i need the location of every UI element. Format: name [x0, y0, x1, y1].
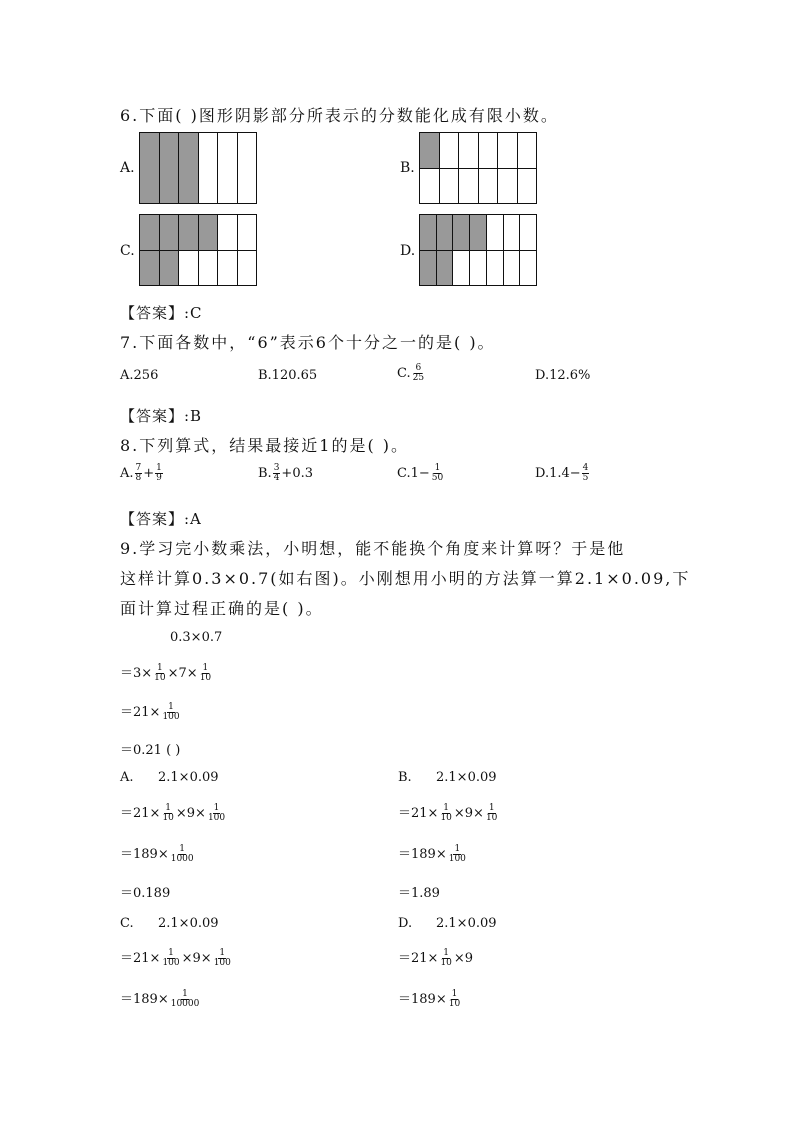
- fraction-denominator: 100: [207, 813, 226, 823]
- expression-tail: +0.3: [281, 466, 313, 481]
- q6-figure-d: [419, 214, 537, 286]
- q9-option-a-step-1: [120, 804, 227, 823]
- fraction-numerator: 4: [582, 463, 589, 473]
- fraction-numerator: 1: [165, 803, 172, 813]
- fraction-denominator: 10: [199, 673, 212, 683]
- expression-part: ×9×: [181, 951, 212, 966]
- expression-part: ×9×: [453, 806, 484, 821]
- fraction-numerator: 3: [273, 463, 280, 473]
- expression-part: ＝3×: [120, 666, 153, 681]
- q8-stem: 8.下列算式，结果最接近1的是( )。: [120, 436, 410, 455]
- fraction-numerator: 1: [157, 663, 163, 673]
- q8-option-c-label: C.1−: [397, 466, 430, 481]
- q6-option-c-label: C.: [120, 243, 135, 259]
- q8-option-d: [535, 464, 590, 483]
- q8-option-b: [258, 464, 313, 483]
- q9-option-b-step-1: [398, 804, 499, 823]
- fraction-numerator: 1: [451, 989, 458, 999]
- expression-part: ＝189×: [398, 992, 447, 1007]
- q9-example-step-2: [120, 703, 182, 722]
- q8-option-a-label: A.: [120, 466, 134, 481]
- q8-option-c: [397, 464, 445, 483]
- fraction-denominator: 9: [156, 473, 162, 483]
- q6-figure-c: [139, 214, 257, 286]
- fraction-numerator: 1: [156, 463, 162, 473]
- q9-option-d-label: D.: [398, 916, 413, 931]
- fraction-denominator: 100: [162, 712, 180, 722]
- q9-example-step-1: [120, 664, 213, 683]
- expression-part: ×9: [453, 951, 474, 966]
- q8-option-d-label: D.1.4−: [535, 466, 581, 481]
- fraction-numerator: 1: [434, 463, 441, 473]
- fraction: [273, 464, 281, 483]
- q7-option-b: B.120.65: [258, 368, 318, 383]
- fraction-denominator: 100: [213, 958, 231, 968]
- q9-example-head: 0.3×0.7: [170, 630, 223, 645]
- q9-option-c-label: C.: [120, 916, 134, 931]
- fraction-denominator: 5: [582, 473, 589, 483]
- q9-option-a-head: [120, 770, 219, 786]
- fraction: [213, 949, 232, 968]
- q6-figure-a: [139, 132, 257, 204]
- q9-option-a-step-3: ＝0.189: [120, 886, 171, 901]
- fraction-denominator: 10: [448, 999, 461, 1009]
- q9-example-step-3: ＝0.21 ( ): [120, 743, 181, 758]
- q7-answer: 【答案】:B: [120, 407, 203, 425]
- expression-part: 2.1×0.09: [158, 770, 219, 785]
- fraction-denominator: 100: [162, 958, 180, 968]
- fraction: [207, 804, 226, 823]
- q9-option-c-head: [120, 916, 219, 932]
- q9-option-b-label: B.: [398, 770, 412, 785]
- fraction: [485, 804, 498, 823]
- q7-option-c-fraction: [412, 364, 425, 383]
- q6-option-a-label: A.: [120, 160, 135, 176]
- expression-part: ＝21×: [398, 951, 439, 966]
- q6-answer: 【答案】:C: [120, 304, 203, 322]
- fraction: [170, 845, 195, 864]
- expression-part: ＝21×: [398, 806, 439, 821]
- expression-part: ×9×: [175, 806, 206, 821]
- fraction-denominator: 8: [135, 473, 142, 483]
- fraction-denominator: 10: [162, 813, 174, 823]
- fraction: [135, 464, 143, 483]
- q6-option-d-label: D.: [400, 243, 416, 259]
- fraction-denominator: 4: [273, 473, 280, 483]
- fraction: [582, 464, 590, 483]
- q9-option-c-step-2: [120, 990, 201, 1009]
- fraction-numerator: 1: [168, 948, 174, 958]
- fraction-numerator: 1: [443, 803, 450, 813]
- operator: +: [143, 466, 155, 481]
- q9-stem-line-3: 面计算过程正确的是( )。: [120, 599, 324, 618]
- expression-part: ＝189×: [120, 847, 169, 862]
- fraction: [431, 464, 444, 483]
- fraction-numerator: 1: [454, 844, 461, 854]
- expression-part: 2.1×0.09: [436, 916, 497, 931]
- fraction-denominator: 10: [154, 673, 166, 683]
- fraction-denominator: 1000: [170, 854, 194, 864]
- q7-stem: 7.下面各数中，“6”表示6个十分之一的是( )。: [120, 333, 496, 352]
- q6-option-b-label: B.: [400, 160, 415, 176]
- fraction-numerator: 7: [135, 463, 142, 473]
- fraction-denominator: 50: [431, 473, 444, 483]
- fraction-denominator: 25: [412, 373, 425, 383]
- q9-option-d-step-2: [398, 990, 462, 1009]
- fraction-denominator: 10: [440, 813, 452, 823]
- fraction-numerator: 1: [488, 803, 495, 813]
- q6-stem: 6.下面( )图形阴影部分所表示的分数能化成有限小数。: [120, 106, 559, 125]
- fraction-numerator: 1: [219, 948, 226, 958]
- fraction-numerator: 1: [443, 948, 450, 958]
- fraction: [448, 990, 461, 1009]
- expression-part: ＝21×: [120, 951, 161, 966]
- fraction: [439, 949, 452, 968]
- q9-option-d-step-1: [398, 949, 473, 968]
- expression-part: 2.1×0.09: [158, 916, 219, 931]
- fraction-numerator: 1: [168, 702, 174, 712]
- expression-part: 2.1×0.09: [436, 770, 497, 785]
- fraction: [161, 703, 180, 722]
- q9-option-c-step-1: [120, 949, 233, 968]
- fraction: [199, 664, 212, 683]
- fraction-numerator: 6: [415, 363, 422, 373]
- fraction: [153, 664, 166, 683]
- q6-figure-b: [419, 132, 537, 204]
- expression-part: ＝189×: [398, 847, 447, 862]
- fraction: [155, 464, 163, 483]
- fraction: [161, 804, 174, 823]
- fraction-denominator: 10000: [170, 999, 200, 1009]
- expression-part: ＝21×: [120, 705, 161, 720]
- q7-option-c-label: C.: [397, 366, 411, 381]
- q7-option-c: [397, 364, 426, 383]
- expression-part: ＝21×: [120, 806, 161, 821]
- fraction-numerator: 1: [213, 803, 220, 813]
- q9-stem-line-1: 9.学习完小数乘法，小明想，能不能换个角度来计算呀？于是他: [120, 539, 626, 558]
- q8-option-a: [120, 464, 164, 483]
- fraction-numerator: 1: [202, 663, 209, 673]
- q8-option-b-label: B.: [258, 466, 272, 481]
- expression-part: ×7×: [167, 666, 198, 681]
- q9-option-a-label: A.: [120, 770, 134, 785]
- q9-option-b-step-3: ＝1.89: [398, 886, 440, 901]
- fraction-denominator: 10: [440, 958, 452, 968]
- fraction: [448, 845, 467, 864]
- expression-part: ＝189×: [120, 992, 169, 1007]
- q7-option-d: D.12.6%: [535, 368, 591, 383]
- q9-stem-line-2: 这样计算0.3×0.7(如右图)。小刚想用小明的方法算一算2.1×0.09,下: [120, 569, 691, 588]
- fraction-numerator: 1: [182, 989, 188, 999]
- q9-option-b-step-2: [398, 845, 468, 864]
- q9-option-b-head: [398, 770, 497, 786]
- q8-answer: 【答案】:A: [120, 510, 202, 528]
- q9-option-a-step-2: [120, 845, 196, 864]
- fraction: [170, 990, 201, 1009]
- fraction: [439, 804, 452, 823]
- q7-option-a: A.256: [120, 368, 159, 383]
- q9-option-d-head: [398, 916, 497, 932]
- fraction: [161, 949, 180, 968]
- fraction-denominator: 100: [448, 854, 466, 864]
- fraction-numerator: 1: [179, 844, 186, 854]
- fraction-denominator: 10: [485, 813, 498, 823]
